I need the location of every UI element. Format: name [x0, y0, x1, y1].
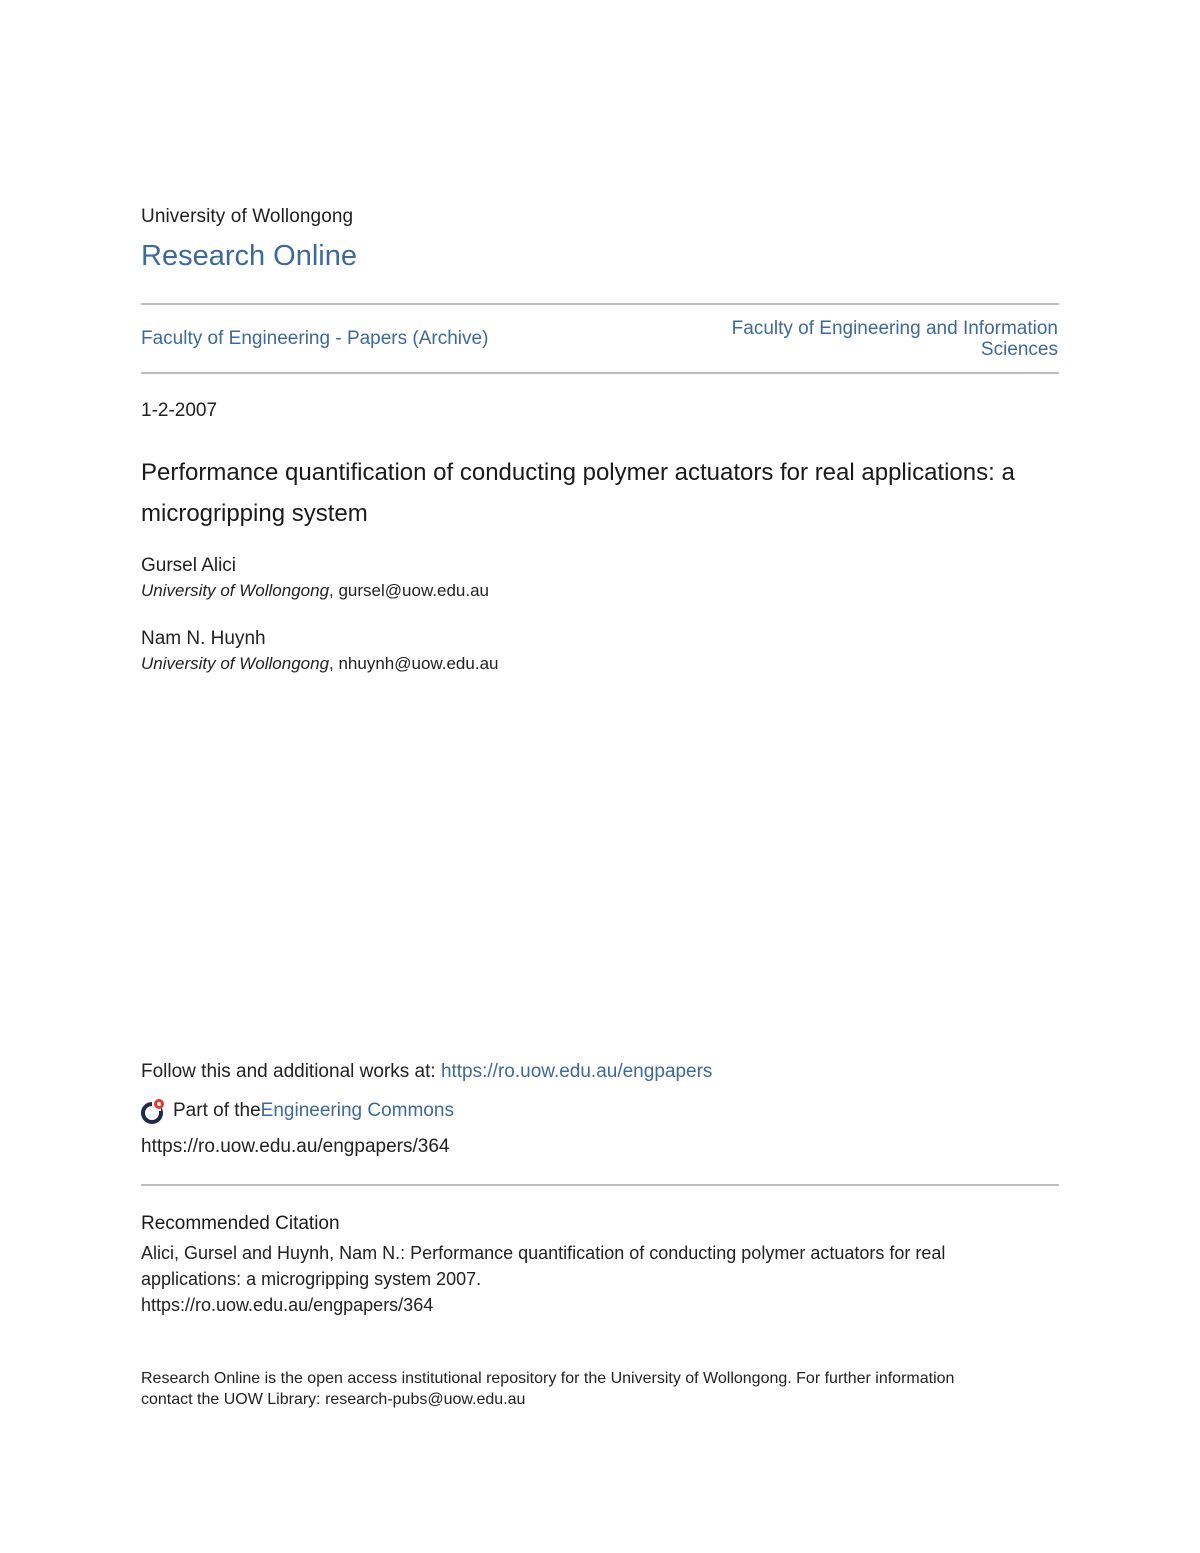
collection-link-faculty-line1: Faculty of Engineering and Information	[731, 318, 1058, 339]
engineering-commons-link[interactable]: Engineering Commons	[260, 1100, 454, 1121]
follow-text: Follow this and additional works at:	[141, 1061, 441, 1082]
part-of-text: Part of the	[173, 1100, 261, 1121]
bepress-commons-icon	[141, 1097, 167, 1125]
affiliation-name: University of Wollongong	[141, 581, 330, 600]
collection-link-faculty-line2: Sciences	[980, 339, 1058, 360]
repository-footer	[141, 1368, 1061, 1410]
repository-title-link[interactable]: Research Online	[141, 240, 357, 272]
part-of-line	[141, 1097, 454, 1125]
author-affiliation	[141, 581, 489, 601]
affiliation-name: University of Wollongong	[141, 654, 330, 673]
author-block-1	[141, 555, 489, 601]
footer-line: contact the UOW Library: research-pubs@uow.edu.au	[141, 1391, 526, 1408]
paper-title: Performance quantification of conducting polymer actuators for real applications: a microgripping system	[141, 459, 1015, 527]
author-email: , nhuynh@uow.edu.au	[329, 654, 499, 673]
paper-permalink[interactable]: https://ro.uow.edu.au/engpapers/364	[141, 1136, 450, 1157]
citation-line: applications: a microgripping system 2007.	[141, 1269, 482, 1289]
citation-line: Alici, Gursel and Huynh, Nam N.: Performance quantification of conducting polymer actuators for real	[141, 1243, 946, 1263]
footer-line: Research Online is the open access institutional repository for the University of Wollongong. For further information	[141, 1370, 955, 1387]
follow-works-line	[141, 1061, 712, 1083]
citation-heading: Recommended Citation	[141, 1213, 340, 1234]
top-divider	[141, 303, 1059, 305]
author-name: Gursel Alici	[141, 555, 237, 576]
author-block-2	[141, 628, 498, 674]
engpapers-link[interactable]: https://ro.uow.edu.au/engpapers	[440, 1061, 713, 1082]
citation-divider	[141, 1184, 1059, 1186]
author-name: Nam N. Huynh	[141, 628, 266, 649]
collection-link-faculty[interactable]	[638, 318, 1058, 360]
collection-divider	[141, 372, 1059, 374]
citation-url[interactable]: https://ro.uow.edu.au/engpapers/364	[141, 1295, 434, 1315]
author-affiliation	[141, 654, 498, 674]
author-email: , gursel@uow.edu.au	[329, 581, 490, 600]
publication-date: 1-2-2007	[141, 400, 218, 421]
citation-text	[141, 1240, 1061, 1318]
university-name: University of Wollongong	[141, 206, 354, 227]
collection-link-archive[interactable]: Faculty of Engineering - Papers (Archive)	[141, 328, 489, 349]
